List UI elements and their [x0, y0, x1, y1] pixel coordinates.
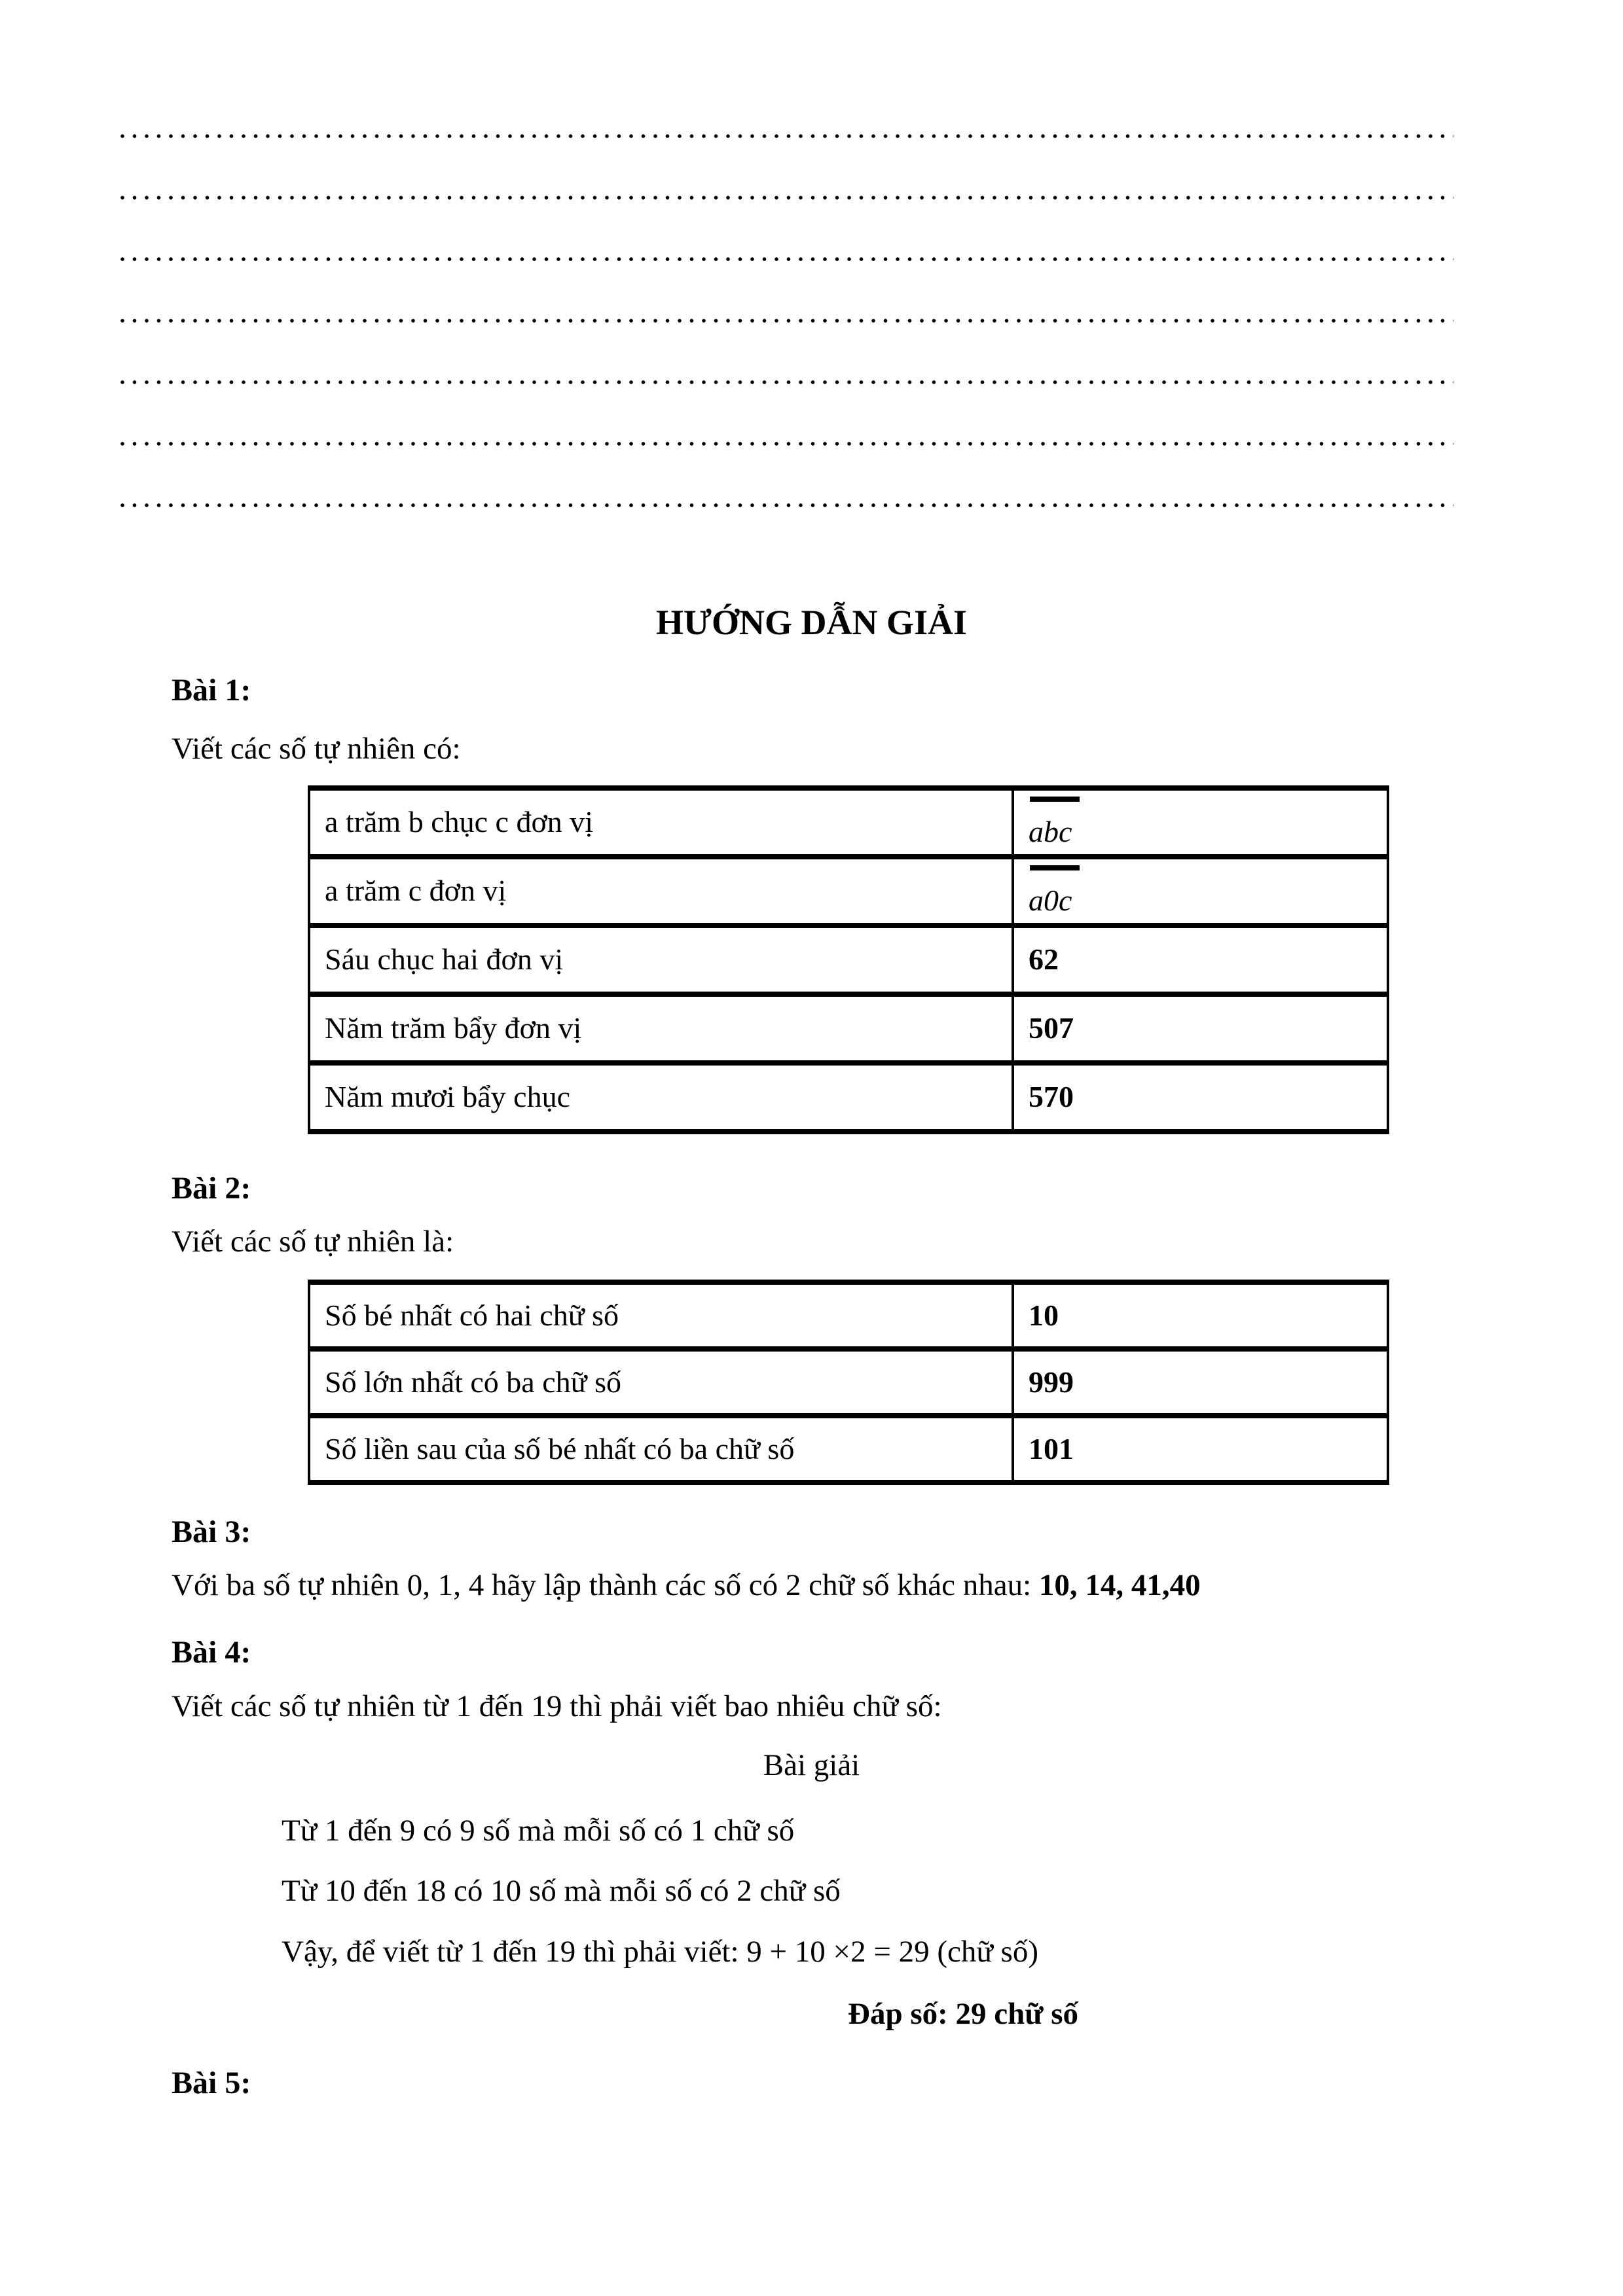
dotted-answer-line [119, 256, 1453, 262]
dotted-answer-line [119, 317, 1453, 324]
row-value: 10 [1013, 1282, 1388, 1349]
row-value [1013, 857, 1388, 925]
row-value: 507 [1013, 994, 1388, 1063]
row-value: 62 [1013, 925, 1388, 994]
bai3-answer: 10, 14, 41,40 [1038, 1568, 1201, 1602]
overlined-formula [1029, 864, 1072, 918]
table-row [309, 925, 1388, 994]
bai3-statement [172, 1568, 1201, 1603]
table-row [309, 1416, 1388, 1482]
bai2-intro: Viết các số tự nhiên là: [172, 1225, 454, 1259]
bai4-step-3: Vậy, để viết từ 1 đến 19 thì phải viết: 9 + 10 ×2 = 29 (chữ số) [282, 1935, 1038, 1969]
table-row [309, 1349, 1388, 1416]
dotted-answer-line [119, 502, 1453, 509]
bai4-step-1: Từ 1 đến 9 có 9 số mà mỗi số có 1 chữ số [282, 1814, 795, 1848]
formula-text: abc [1029, 815, 1072, 849]
row-value: 570 [1013, 1063, 1388, 1132]
dotted-answer-line [119, 379, 1453, 386]
overlined-formula [1029, 795, 1072, 850]
bai4-solution-heading: Bài giải [763, 1748, 860, 1782]
answer-lines-block [119, 133, 1453, 564]
bai3-text: Với ba số tự nhiên 0, 1, 4 hãy lập thành các số có 2 chữ số khác nhau: [172, 1568, 1039, 1602]
row-label: Số liền sau của số bé nhất có ba chữ số [309, 1416, 1013, 1482]
bai2-table [308, 1280, 1389, 1485]
dotted-answer-line [119, 133, 1453, 139]
row-value [1013, 788, 1388, 857]
bai1-intro: Viết các số tự nhiên có: [172, 732, 461, 766]
bai4-step-2: Từ 10 đến 18 có 10 số mà mỗi số có 2 chữ số [282, 1874, 841, 1908]
row-value: 999 [1013, 1349, 1388, 1416]
table-row [309, 1282, 1388, 1349]
dotted-answer-line [119, 194, 1453, 201]
table-row [309, 994, 1388, 1063]
row-label: Số lớn nhất có ba chữ số [309, 1349, 1013, 1416]
overline-bar [1030, 797, 1080, 802]
table-row [309, 857, 1388, 925]
formula-text: a0c [1029, 884, 1072, 918]
bai4-intro: Viết các số tự nhiên từ 1 đến 19 thì phải viết bao nhiêu chữ số: [172, 1689, 942, 1723]
bai4-title: Bài 4: [172, 1635, 251, 1670]
bai2-title: Bài 2: [172, 1171, 251, 1206]
table-row [309, 788, 1388, 857]
bai1-title: Bài 1: [172, 673, 251, 708]
row-label: a trăm b chục c đơn vị [309, 788, 1013, 857]
page-title: HƯỚNG DẪN GIẢI [655, 603, 967, 642]
dotted-answer-line [119, 440, 1453, 447]
overline-bar [1030, 865, 1080, 870]
bai5-title: Bài 5: [172, 2066, 251, 2100]
bai3-title: Bài 3: [172, 1515, 251, 1549]
row-label: Năm trăm bẩy đơn vị [309, 994, 1013, 1063]
table-row [309, 1063, 1388, 1132]
bai4-answer: Đáp số: 29 chữ số [848, 1997, 1079, 2031]
row-value: 101 [1013, 1416, 1388, 1482]
row-label: a trăm c đơn vị [309, 857, 1013, 925]
row-label: Sáu chục hai đơn vị [309, 925, 1013, 994]
row-label: Số bé nhất có hai chữ số [309, 1282, 1013, 1349]
bai1-table [308, 785, 1389, 1134]
row-label: Năm mươi bẩy chục [309, 1063, 1013, 1132]
